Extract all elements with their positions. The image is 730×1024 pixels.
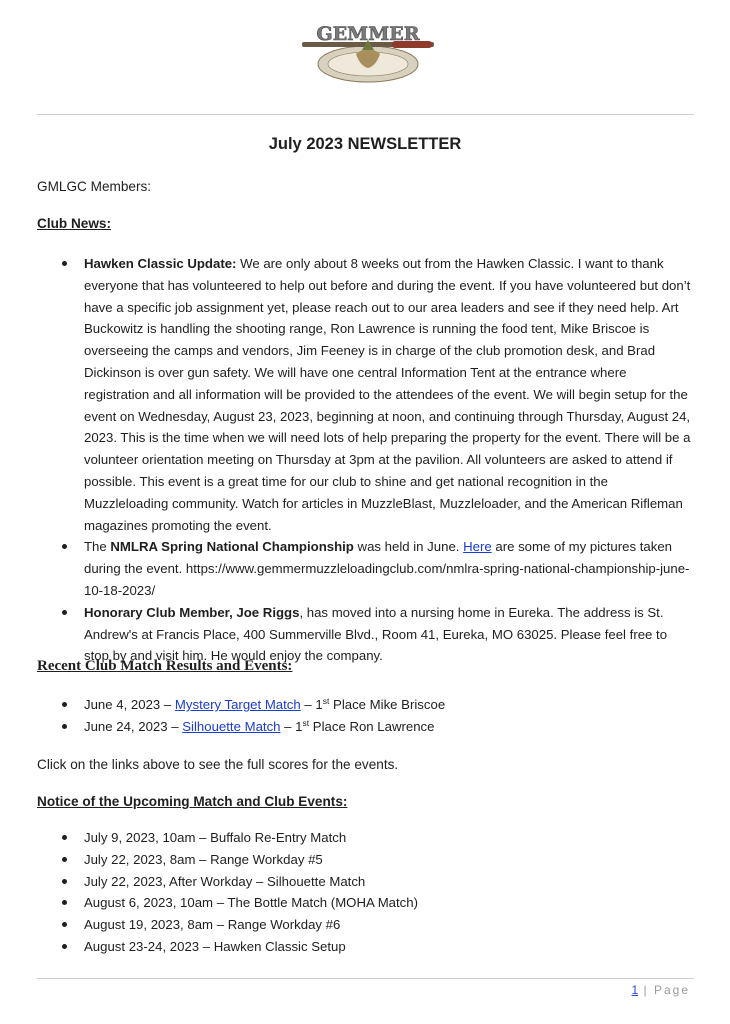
nmlra-pictures-link[interactable]: Here xyxy=(463,539,492,555)
page-separator: | xyxy=(638,983,654,997)
nmlra-text-pre: The xyxy=(84,539,111,555)
list-item xyxy=(37,253,692,536)
list-item: July 9, 2023, 10am – Buffalo Re-Entry Match xyxy=(37,827,692,849)
newsletter-title: July 2023 NEWSLETTER xyxy=(268,135,462,153)
honorary-member-text: , has moved into a nursing home in Eureka. The address is St. Andrew's at Francis Place, 400 Summerville Blvd., Room 41, Eureka, MO 63025. Please feel free to stop by and visit him. He would enjoy the company. xyxy=(84,604,668,664)
result-winner: Place Ron Lawrence xyxy=(309,718,435,734)
salutation: GMLGC Members: xyxy=(37,179,152,194)
club-news-heading: Club News: xyxy=(37,216,112,231)
results-list xyxy=(37,694,692,738)
silhouette-match-link[interactable]: Silhouette Match xyxy=(182,718,281,734)
svg-text:GEMMER: GEMMER xyxy=(316,23,420,45)
result-date: June 4, 2023 – xyxy=(84,697,175,712)
result-date: June 24, 2023 – xyxy=(84,718,183,734)
gemmer-logo-image xyxy=(296,20,440,92)
ordinal-suffix: st xyxy=(322,696,330,706)
list-item: August 19, 2023, 8am – Range Workday #6 xyxy=(37,914,692,936)
page-number: 1 xyxy=(631,983,639,997)
list-item: August 6, 2023, 10am – The Bottle Match (MOHA Match) xyxy=(37,892,692,914)
result-place: – 1 xyxy=(300,697,323,712)
nmlra-event-name: NMLRA Spring National Championship xyxy=(110,539,354,555)
upcoming-list xyxy=(37,827,692,958)
club-news-list xyxy=(37,253,692,667)
page-footer xyxy=(631,983,690,997)
header-divider xyxy=(37,114,694,115)
result-winner: Place Mike Briscoe xyxy=(329,697,446,712)
results-heading: Recent Club Match Results and Events: xyxy=(37,658,293,674)
list-item xyxy=(37,536,692,601)
list-item xyxy=(37,716,692,738)
nmlra-text-post: are some of my pictures taken during the event. https://www.gemmermuzzleloadingclub.com/nmlra-spring-national-championship-june-10-18-2023/ xyxy=(84,539,690,598)
list-item xyxy=(37,694,692,716)
hawken-update-label: Hawken Classic Update: xyxy=(84,256,237,271)
results-note: Click on the links above to see the full scores for the events. xyxy=(37,757,399,772)
club-logo xyxy=(296,20,440,92)
honorary-member-name: Honorary Club Member, Joe Riggs xyxy=(84,604,300,620)
page-label: Page xyxy=(653,983,690,997)
mystery-target-match-link[interactable]: Mystery Target Match xyxy=(174,697,301,712)
footer-divider xyxy=(37,978,694,979)
list-item: July 22, 2023, 8am – Range Workday #5 xyxy=(37,849,692,871)
upcoming-heading: Notice of the Upcoming Match and Club Events: xyxy=(37,794,348,809)
nmlra-text-mid: was held in June. xyxy=(353,539,464,555)
result-place: – 1 xyxy=(280,718,303,734)
list-item: August 23-24, 2023 – Hawken Classic Setup xyxy=(37,936,692,958)
ordinal-suffix: st xyxy=(302,717,310,728)
list-item: July 22, 2023, After Workday – Silhouette Match xyxy=(37,871,692,893)
hawken-update-text: We are only about 8 weeks out from the Hawken Classic. I want to thank everyone that has volunteered to help out before and during the event. If you have volunteered but don’t have a specific job assignment yet, please reach out to our area leaders and see if they need help. Art Buckowitz is handling the shooting range, Ron Lawrence is running the food tent, Mike Briscoe is overseeing the camps and vendors, Jim Feeney is in charge of the club promotion desk, and Brad Dickinson is over gun safety. We will have one central Information Tent at the entrance where registration and all information will be provided to the attendees of the event. We will begin setup for the event on Wednesday, August 23, 2023, beginning at noon, and continuing through Thursday, August 24, 2023. This is the time when we will need lots of help preparing the property for the event. There will be a volunteer orientation meeting on Thursday at 3pm at the pavilion. All volunteers are asked to attend if possible. This event is a great time for our club to shine and get national recognition in the Muzzleloading community. Watch for articles in MuzzleBlast, Muzzleloader, and the American Rifleman magazines promoting the event. xyxy=(84,256,691,533)
